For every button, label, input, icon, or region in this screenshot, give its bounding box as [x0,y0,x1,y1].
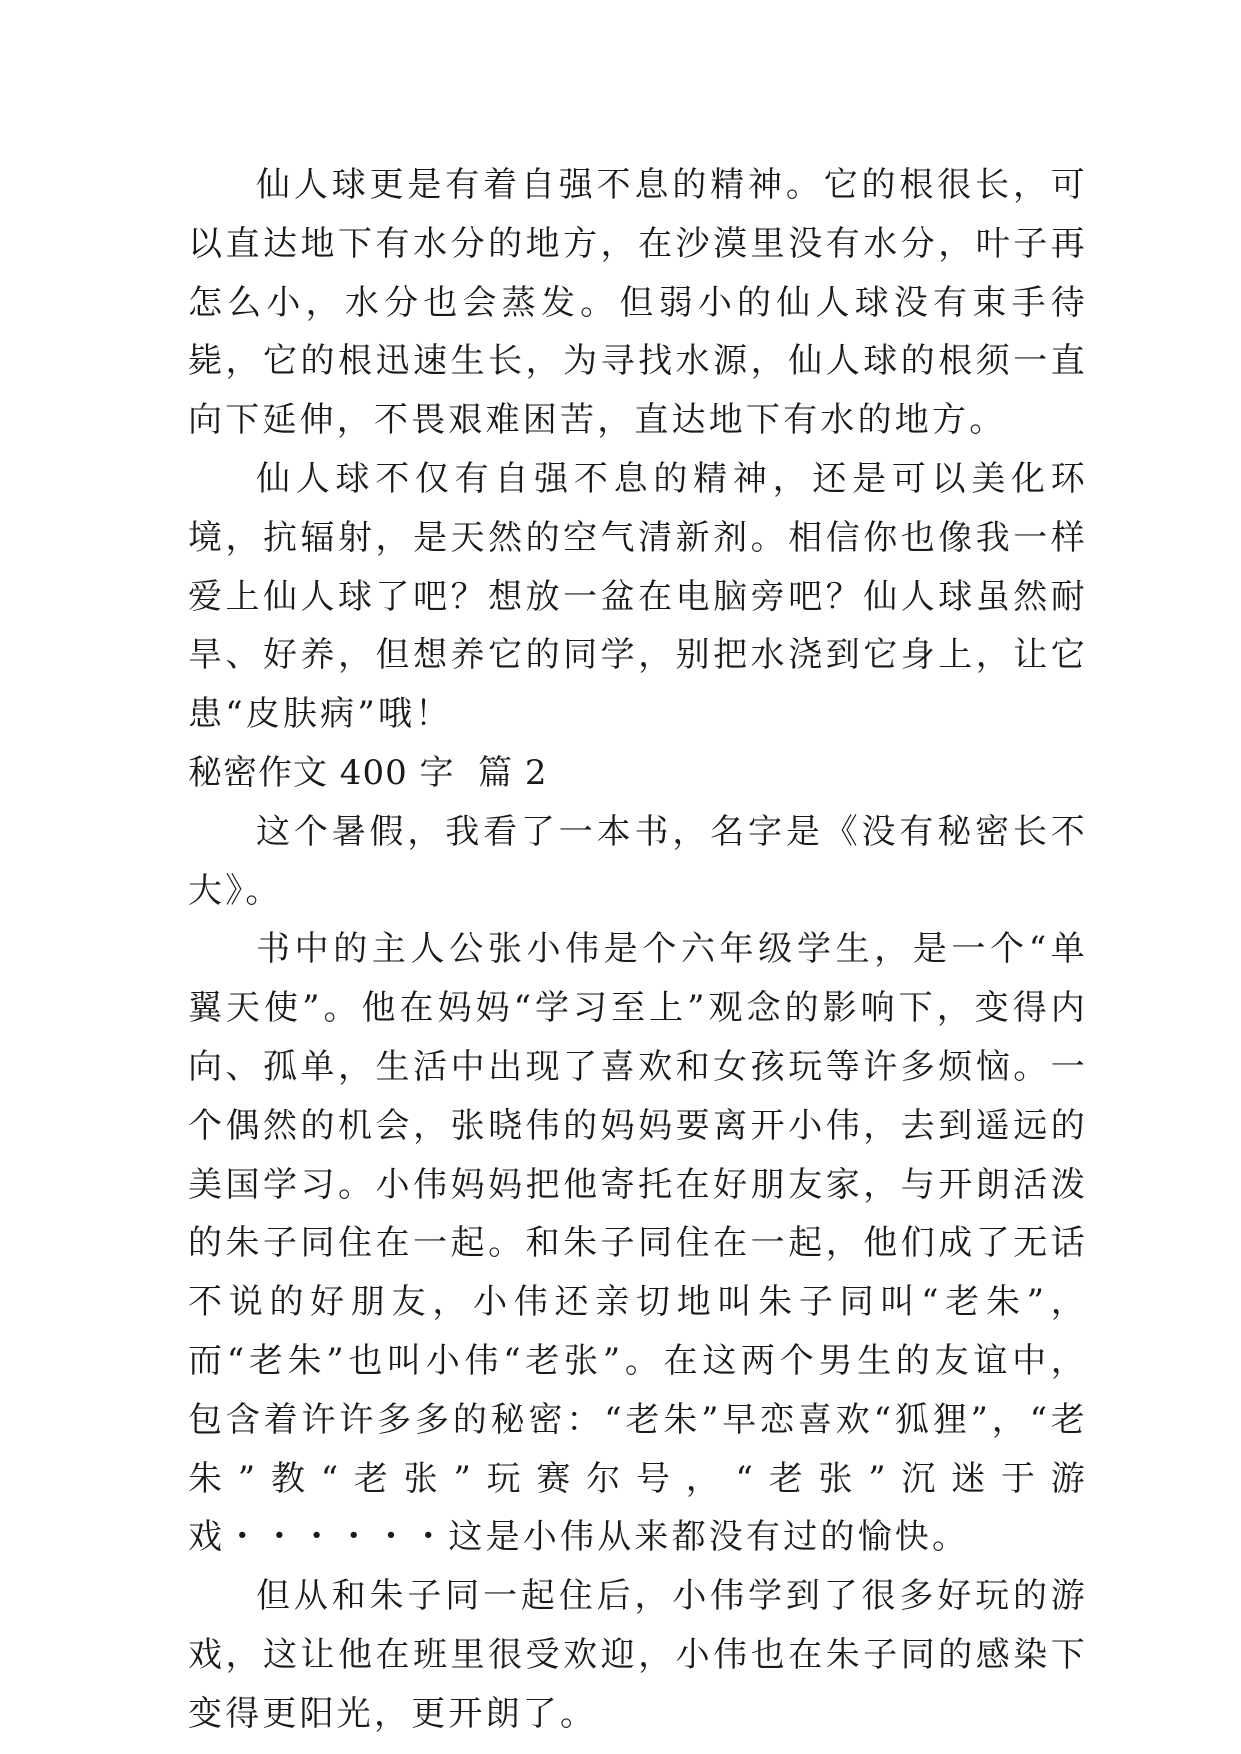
section-heading: 秘密作文 400 字 篇 2 [188,752,548,793]
paragraph-cactus-roots: 仙人球更是有着自强不息的精神。它的根很长，可以直达地下有水分的地方，在沙漠里没有水分，叶子再怎么小，水分也会蒸发。但弱小的仙人球没有束手待毙，它的根迅速生长，为寻找水源，仙人球的根须一直向下延伸，不畏艰难困苦，直达地下有水的地方。 [188,165,1088,441]
paragraph-book-conclusion: 但从和朱子同一起住后，小伟学到了很多好玩的游戏，这让他在班里很受欢迎，小伟也在朱子同的感染下变得更阳光，更开朗了。 [188,1576,1088,1734]
paragraph-cactus-benefits: 仙人球不仅有自强不息的精神，还是可以美化环境，抗辐射，是天然的空气清新剂。相信你也像我一样爱上仙人球了吧？想放一盆在电脑旁吧？仙人球虽然耐旱、好养，但想养它的同学，别把水浇到它身上，让它患“皮肤病”哦！ [188,458,1088,735]
paragraph-book-intro: 这个暑假，我看了一本书，名字是《没有秘密长不大》。 [188,811,1088,911]
document-body [188,156,1088,1744]
paragraph-book-story: 书中的主人公张小伟是个六年级学生，是一个“单翼天使”。他在妈妈“学习至上”观念的影响下，变得内向、孤单，生活中出现了喜欢和女孩玩等许多烦恼。一个偶然的机会，张晓伟的妈妈要离开小伟，去到遥远的美国学习。小伟妈妈把他寄托在好朋友家，与开朗活泼的朱子同住在一起。和朱子同住在一起，他们成了无话不说的好朋友，小伟还亲切地叫朱子同叫“老朱”，而“老朱”也叫小伟“老张”。在这两个男生的友谊中，包含着许许多多的秘密：“老朱”早恋喜欢“狐狸”，“老朱”教“老张”玩赛尔号，“老张”沉迷于游戏・・・・・・这是小伟从来都没有过的愉快。 [188,929,1088,1558]
